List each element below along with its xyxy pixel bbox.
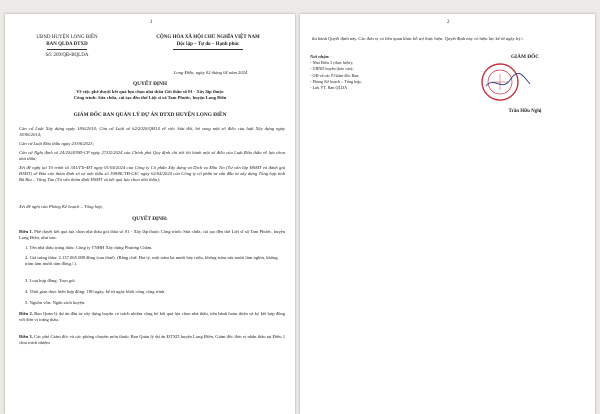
agency-line-1: UBND HUYỆN LONG ĐIỀN <box>36 35 98 40</box>
article-3-text: Các phó Giám đốc và các phòng chuyên môn thuộc Ban Quản lý dự án ĐTXD huyện Long Điền, Giám đốc đơn vị nhận thầu tại Điều 1 chịu trách nhiệm <box>19 334 285 346</box>
agency-line-2: BAN QLDA ĐTXD <box>46 41 88 47</box>
recipient-item: - GĐ và các P.Giám đốc Ban; <box>310 72 360 78</box>
article-2-text: Ban Quản lý dự án đầu tư xây dựng huyện có trách nhiệm công bố kết quả lựa chọn nhà thầu, tiến hành hoàn thiện và ký kết hợp đồng với đơn vị trúng thầu. <box>19 311 286 323</box>
seal-mark <box>492 74 508 90</box>
document-title: QUYẾT ĐỊNH <box>133 81 167 87</box>
official-seal-and-signature <box>478 62 534 102</box>
motto-underline <box>173 49 243 50</box>
signer-name: Trần Hữu Nghị <box>508 109 542 114</box>
decision-heading: QUYẾT ĐỊNH: <box>132 216 168 222</box>
signature-stroke <box>486 73 530 86</box>
decision-item-3: 3. Loại hợp đồng: Trọn gói. <box>25 278 76 283</box>
national-motto: Độc lập – Tự do – Hạnh phúc <box>176 41 240 47</box>
legal-basis-4: Xét đề nghị tại Tờ trình số 341/TTr-ĐT ngày 01/04/2024 của Công ty Cổ phần Xây dựng và Dịch vụ Đầu Tín (Tư vấn lập HSMT và đánh giá HSDT) về Báo cáo thẩm định số sơ một thầu số 198/BCTĐ-GIC ngày 02/04/2024 của Công ty cổ phần tư vấn đầu tư xây dựng Tổng hợp tỉnh Bà Rịa – Vũng Tàu (Tư vấn thẩm định HSMT và kết quả lựa chọn nhà thầu); <box>19 165 285 183</box>
article-3-label: Điều 3. <box>19 334 33 339</box>
legal-basis-1: Căn cứ Luật Xây dựng ngày 18/6/2014; Căn cứ Luật số 62/2020/QH14 về việc Sửa đổi, bổ sung một số điều của luật Xây dựng ngày 18/06/2014; <box>19 126 285 138</box>
recipient-item: - UBND huyện (báo cáo); <box>310 66 354 72</box>
decision-item-1: 1. Tên nhà thầu trúng thầu: Công ty TNHH Xây dựng Phương Châm. <box>25 245 153 250</box>
article-2 <box>19 311 285 323</box>
agency-underline <box>47 49 87 50</box>
article-1 <box>19 229 285 241</box>
document-subtitle-1: Về việc phê duyệt kết quả lựa chọn nhà thầu Gói thầu số 01 - Xây lắp thuộc <box>76 89 224 94</box>
article-3 <box>19 334 285 346</box>
issuing-agency-header <box>17 35 117 60</box>
page-number: 2 <box>447 20 450 25</box>
recipient-item: - Lưu VT, Ban QLDA <box>310 85 348 91</box>
document-subtitle-2: Công trình: Sửa chữa, cải tạo đền thờ Liệt sĩ xã Tam Phước, huyện Long Điền <box>73 95 227 100</box>
article-1-text: Phê duyệt kết quả lựa chọn nhà thầu gói thầu số 01 - Xây lắp thuộc Công trình: Sửa chữa, cải tạo đền thờ Liệt sĩ xã Tam Phước, huyện Long Điền, như sau: <box>19 229 285 241</box>
article-3-continuation: thi hành Quyết định này. Các đơn vị có liên quan khác hỗ trợ thực hiện. Quyết định này có hiệu lực kể từ ngày ký./. <box>312 36 525 41</box>
recipient-item: - Như Điều 3 (thực hiện); <box>310 60 353 66</box>
recipients-block <box>310 54 430 91</box>
legal-basis-5: Xét đề nghị của Phòng Kế hoạch – Tổng hợp, <box>19 204 103 209</box>
document-number: Số: 209/QĐ-BQLDA <box>45 53 89 58</box>
signature-title: GIÁM ĐỐC <box>510 54 540 60</box>
page-number: 1 <box>150 20 153 25</box>
decision-item-2: 2. Giá trúng thầu: 2.137.065.088 đồng (sau thuế). (Bằng chữ: Hai tỷ, một trăm ba mươi bảy triệu, không trăm sáu mươi lăm nghìn, không trăm tám mươi tám đồng./.). <box>25 255 278 267</box>
decision-item-5: 5. Nguồn vốn: Ngân sách huyện. <box>25 300 86 305</box>
recipients-title: Nơi nhận: <box>310 54 330 59</box>
national-motto-header <box>133 35 283 50</box>
decision-item-4: 4. Thời gian thực hiện hợp đồng: 180 ngày, kể từ ngày khởi công công trình. <box>25 289 166 294</box>
issuing-authority: GIÁM ĐỐC BAN QUẢN LÝ DỰ ÁN ĐTXD HUYỆN LONG ĐIỀN <box>73 112 227 118</box>
legal-basis-3: Căn cứ Nghị định số 24/2024/NĐ-CP ngày 27/02/2024 của Chính phủ Quy định chi tiết thi hành một số điều của Luật Đấu thầu về lựa chọn nhà thầu; <box>19 150 285 162</box>
legal-basis-2: Căn cứ Luật Đấu thầu ngày 23/06/2023; <box>19 141 94 146</box>
article-1-label: Điều 1. <box>19 229 33 234</box>
country-name: CỘNG HÒA XÃ HỘI CHỦ NGHĨA VIỆT NAM <box>156 35 260 40</box>
article-2-label: Điều 2. <box>19 311 33 316</box>
document-page-1 <box>5 14 295 414</box>
recipient-item: - Phòng Kế hoạch – Tổng hợp; <box>310 78 362 84</box>
place-and-date: Long Điền, ngày 02 tháng 04 năm 2024 <box>173 70 248 75</box>
document-page-2 <box>300 14 595 414</box>
